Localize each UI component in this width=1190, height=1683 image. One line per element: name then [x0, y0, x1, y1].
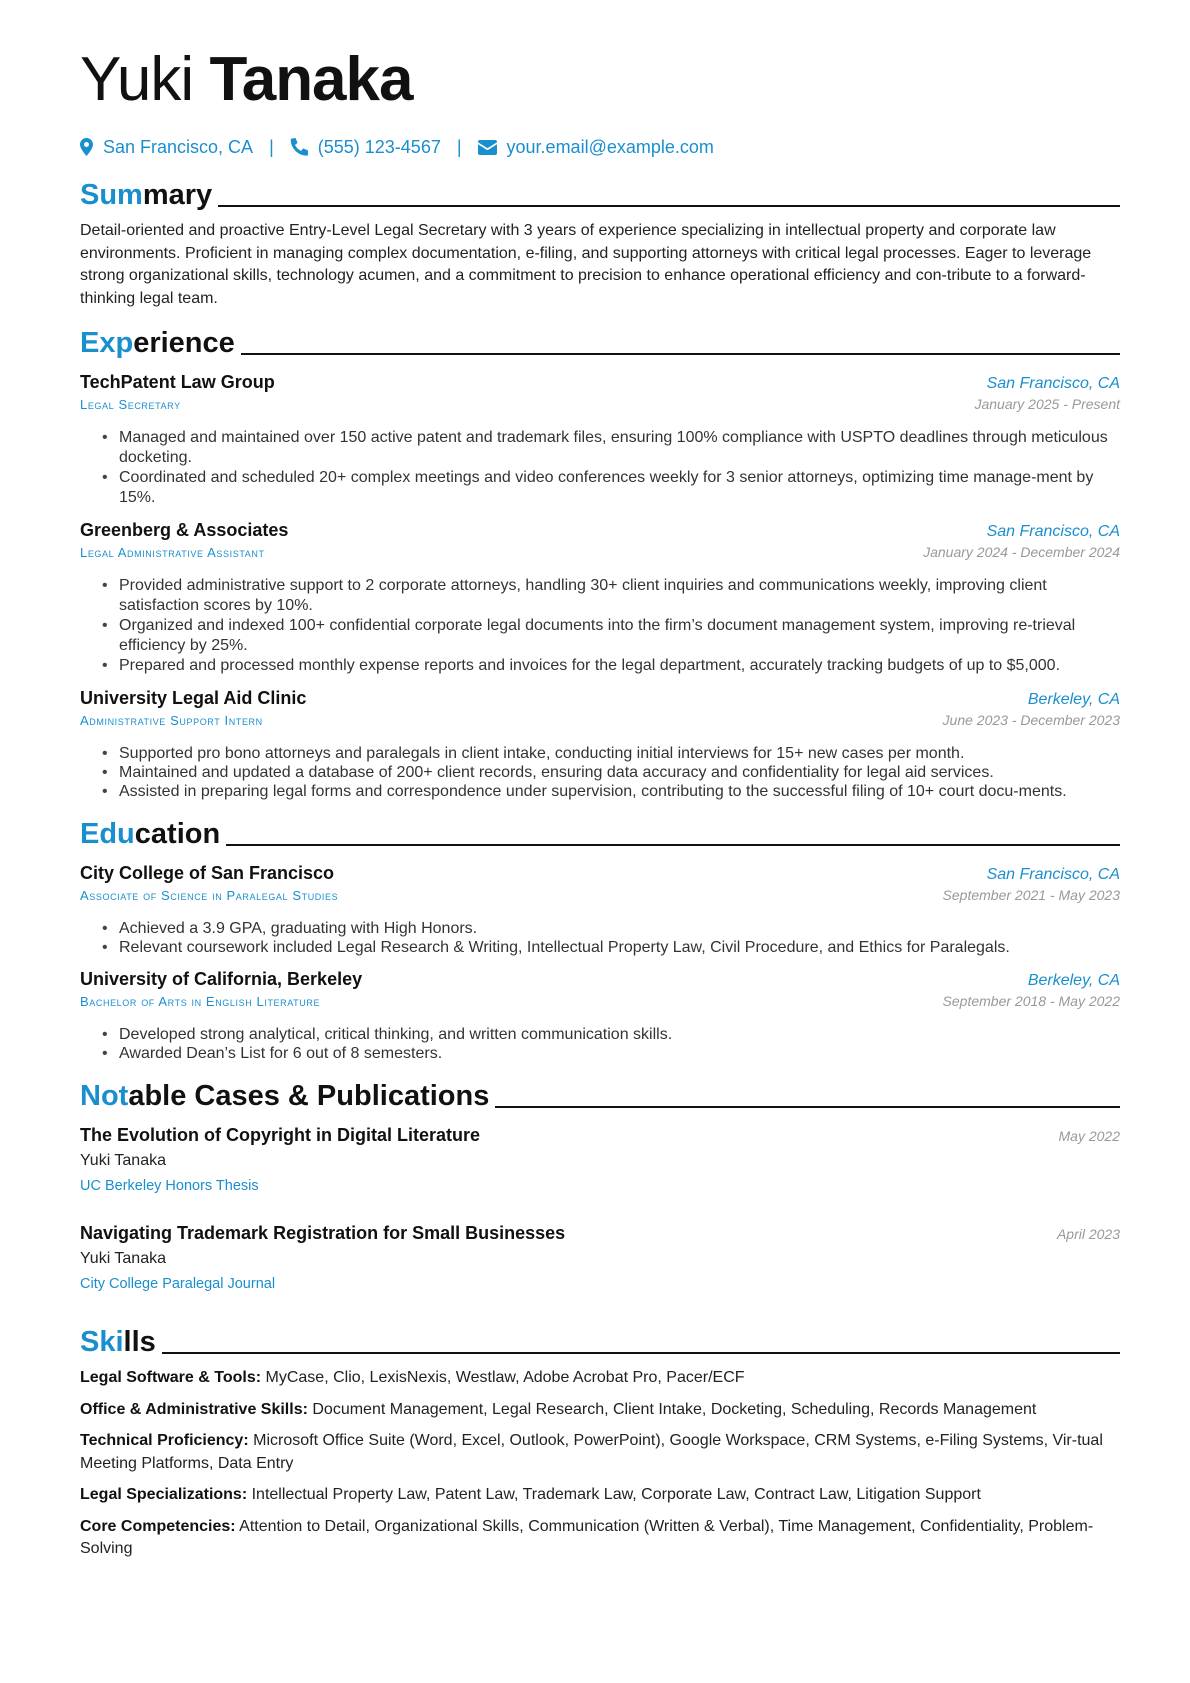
publication-entry: [80, 1125, 1120, 1199]
contact-location: [80, 137, 253, 158]
entry-location: Berkeley, CA: [1027, 691, 1120, 708]
section-title: Skills: [80, 1326, 156, 1358]
contact-phone[interactable]: [290, 137, 441, 158]
skills-list: [80, 1367, 1120, 1561]
summary-text: Detail-oriented and proactive Entry-Level Legal Secretary with 3 years of experience specializing in intellectual property and corporate law environments. Proficient in managing complex documentation, e-filing, and supporting attorneys with critical legal processes. Eager to leverage strong organizational skills, technology acumen, and a commitment to precision to enhance operational efficiency and con-tribute to a forward-thinking legal team.: [80, 222, 1092, 307]
publication-title: The Evolution of Copyright in Digital Literature: [80, 1125, 480, 1145]
publication-title: Navigating Trademark Registration for Small Businesses: [80, 1223, 566, 1243]
skill-label: Technical Proficiency:: [80, 1432, 249, 1449]
section-title: Education: [80, 818, 221, 850]
bullet-item: • Organized and indexed 100+ confidential corporate legal documents into the firm’s document management system, improving re-trieval efficiency by 25%.: [102, 616, 1120, 656]
publication-date: April 2023: [1056, 1226, 1120, 1242]
bullet-item: • Relevant coursework included Legal Research & Writing, Intellectual Property Law, Civil Procedure, and Ethics for Paralegals.: [102, 938, 1120, 957]
experience-entry: [80, 520, 1120, 676]
contact-separator: |: [269, 136, 274, 157]
skill-row: [80, 1399, 1120, 1422]
publication-venue: UC Berkeley Honors Thesis: [80, 1178, 259, 1194]
skills-section-heading: [80, 1319, 1120, 1359]
experience-entry: [80, 372, 1120, 508]
entry-role: Administrative Support Intern: [80, 713, 263, 728]
section-divider: [162, 1352, 1120, 1354]
bullet-item: • Awarded Dean’s List for 6 out of 8 semesters.: [102, 1044, 1120, 1063]
bullet-item: • Coordinated and scheduled 20+ complex meetings and video conferences weekly for 3 senior attorneys, optimizing time manage-ment by 15%.: [102, 468, 1120, 508]
entry-location: San Francisco, CA: [986, 375, 1120, 392]
skill-row: [80, 1367, 1120, 1390]
skill-value: Microsoft Office Suite (Word, Excel, Outlook, PowerPoint), Google Workspace, CRM Systems, e-Filing Systems, Vir-tual Meeting Platforms, Data Entry: [80, 1432, 1103, 1472]
education-entry: [80, 863, 1120, 957]
publication-author: Yuki Tanaka: [80, 1152, 166, 1169]
entry-institution: City College of San Francisco: [80, 863, 335, 883]
candidate-name: [80, 40, 1120, 120]
skill-label: Legal Software & Tools:: [80, 1369, 262, 1386]
bullet-item: • Supported pro bono attorneys and paralegals in client intake, conducting initial interviews for 15+ new cases per month.: [102, 744, 1120, 763]
skill-value: MyCase, Clio, LexisNexis, Westlaw, Adobe Acrobat Pro, Pacer/ECF: [265, 1369, 745, 1386]
entry-location: Berkeley, CA: [1027, 972, 1120, 989]
last-name: Tanaka: [209, 45, 413, 114]
entry-degree: Bachelor of Arts in English Literature: [80, 994, 321, 1009]
first-name: Yuki: [80, 45, 194, 114]
section-divider: [241, 353, 1120, 355]
skill-row: [80, 1516, 1120, 1561]
entry-organization: TechPatent Law Group: [80, 372, 275, 392]
section-divider: [218, 205, 1120, 207]
bullet-item: • Managed and maintained over 150 active patent and trademark files, ensuring 100% compliance with USPTO deadlines through meticulous docketing.: [102, 428, 1120, 468]
publication-venue: City College Paralegal Journal: [80, 1276, 276, 1292]
entry-organization: University Legal Aid Clinic: [80, 688, 307, 708]
publication-author: Yuki Tanaka: [80, 1250, 166, 1267]
skill-label: Legal Specializations:: [80, 1486, 248, 1503]
contact-email[interactable]: [478, 137, 714, 158]
skill-row: [80, 1430, 1120, 1475]
email-text: your.email@example.com: [506, 136, 714, 157]
publications-section-heading: [80, 1073, 1120, 1113]
skill-value: Attention to Detail, Organizational Skills, Communication (Written & Verbal), Time Management, Confidentiality, Problem-Solving: [80, 1517, 1094, 1557]
entry-location: San Francisco, CA: [986, 866, 1120, 883]
entry-institution: University of California, Berkeley: [80, 969, 363, 989]
phone-text: (555) 123-4567: [317, 136, 441, 157]
contact-bar: [80, 134, 1120, 160]
summary-section-heading: [80, 172, 1120, 212]
entry-dates: January 2025 - Present: [974, 396, 1120, 412]
bullet-item: • Assisted in preparing legal forms and correspondence under supervision, contributing to the successful filing of 10+ court docu-ments.: [102, 782, 1120, 801]
entry-dates: September 2018 - May 2022: [942, 993, 1120, 1009]
entry-organization: Greenberg & Associates: [80, 520, 289, 540]
entry-role: Legal Administrative Assistant: [80, 545, 265, 560]
bullet-item: • Provided administrative support to 2 corporate attorneys, handling 30+ client inquiries and communications weekly, improving client satisfaction scores by 10%.: [102, 576, 1120, 616]
map-pin-icon: [80, 138, 93, 156]
entry-location: San Francisco, CA: [986, 523, 1120, 540]
skill-value: Intellectual Property Law, Patent Law, Trademark Law, Corporate Law, Contract Law, Litigation Support: [251, 1486, 981, 1503]
section-title: Notable Cases & Publications: [80, 1080, 490, 1112]
phone-icon: [290, 138, 308, 156]
resume-page: [80, 40, 1120, 1570]
education-entry: [80, 969, 1120, 1063]
contact-separator: |: [456, 136, 462, 157]
entry-dates: January 2024 - December 2024: [923, 544, 1120, 560]
bullet-item: • Prepared and processed monthly expense reports and invoices for the legal department, accurately tracking budgets of up to $5,000.: [102, 656, 1120, 676]
entry-role: Legal Secretary: [80, 397, 181, 412]
skill-label: Office & Administrative Skills:: [80, 1400, 308, 1418]
experience-entry: [80, 688, 1120, 801]
experience-section-heading: [80, 320, 1120, 360]
envelope-icon: [478, 140, 497, 155]
section-divider: [226, 844, 1120, 846]
skill-row: [80, 1484, 1120, 1507]
entry-dates: September 2021 - May 2023: [942, 887, 1120, 903]
bullet-item: • Developed strong analytical, critical thinking, and written communication skills.: [102, 1025, 1120, 1044]
skill-label: Core Competencies:: [80, 1517, 236, 1535]
publication-entry: [80, 1223, 1120, 1297]
section-divider: [495, 1106, 1120, 1108]
location-text: San Francisco, CA: [103, 136, 254, 157]
section-title: Experience: [80, 327, 235, 359]
publication-date: May 2022: [1058, 1128, 1120, 1144]
bullet-item: • Maintained and updated a database of 200+ client records, ensuring data accuracy and confidentiality for legal aid services.: [102, 763, 1120, 782]
section-title: Summary: [80, 179, 213, 211]
bullet-item: • Achieved a 3.9 GPA, graduating with High Honors.: [102, 919, 1120, 938]
skill-value: Document Management, Legal Research, Client Intake, Docketing, Scheduling, Records Management: [312, 1400, 1037, 1418]
education-section-heading: [80, 811, 1120, 851]
entry-dates: June 2023 - December 2023: [942, 712, 1120, 728]
entry-degree: Associate of Science in Paralegal Studies: [80, 888, 339, 903]
